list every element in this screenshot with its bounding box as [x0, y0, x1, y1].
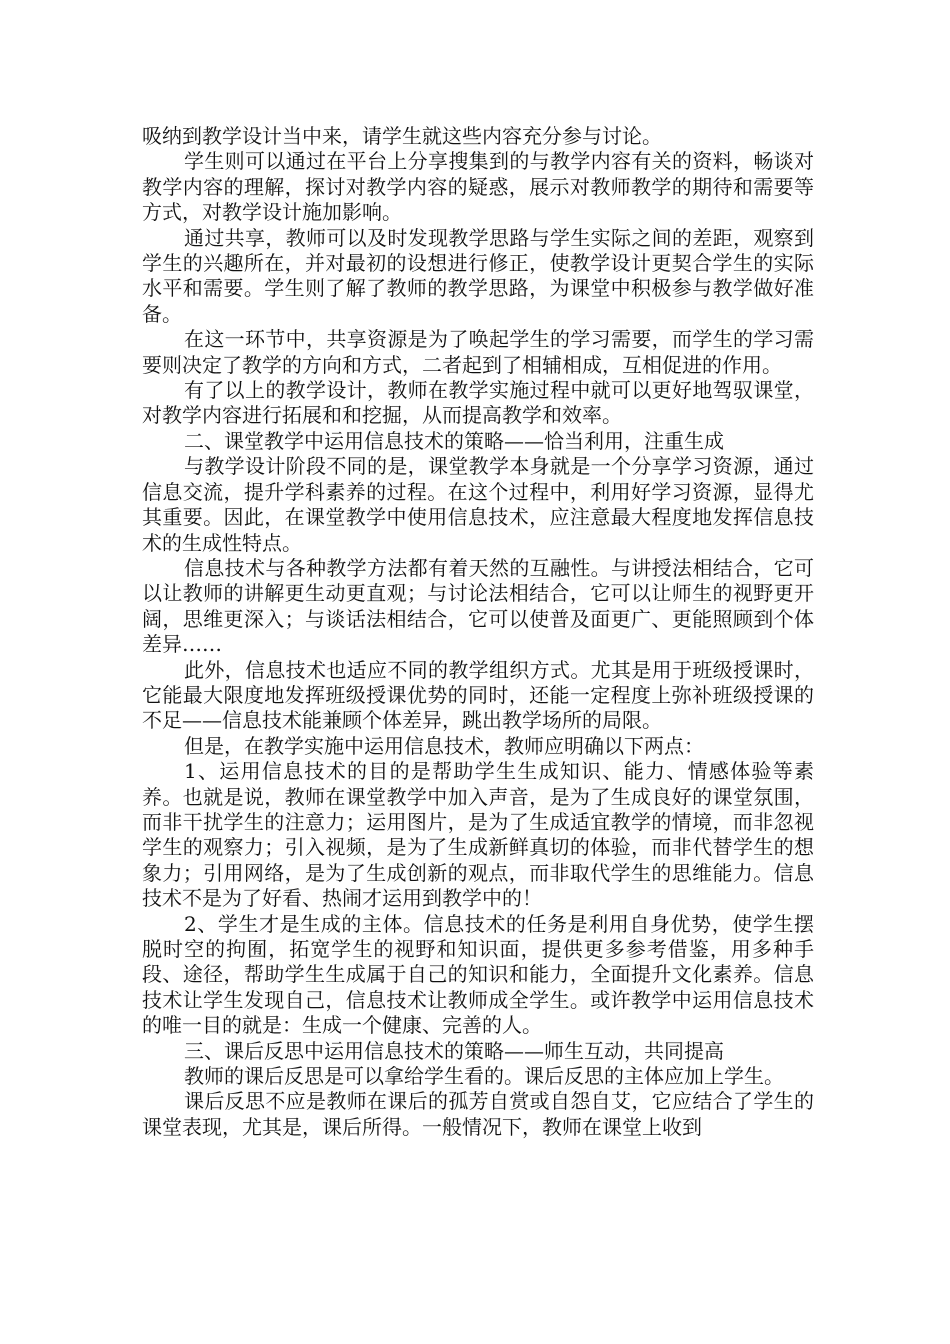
- list-item-2: 2、学生才是生成的主体。信息技术的任务是利用自身优势，使学生摆脱时空的拘囿，拓宽学生的视野和知识面，提供更多参考借鉴，用多种手段、途径，帮助学生生成属于自己的知识和能力，全面提升文化素养。信息技术让学生发现自己，信息技术让教师成全学生。或许教学中运用信息技术的唯一目的就是：生成一个健康、完善的人。: [142, 911, 814, 1038]
- paragraph-8: 信息技术与各种教学方法都有着天然的互融性。与讲授法相结合，它可以让教师的讲解更生动更直观；与讨论法相结合，它可以让师生的视野更开阔，思维更深入；与谈话法相结合，它可以使普及面更广、更能照顾到个体差异……: [142, 555, 814, 657]
- paragraph-9: 此外，信息技术也适应不同的教学组织方式。尤其是用于班级授课时，它能最大限度地发挥班级授课优势的同时，还能一定程度上弥补班级授课的不足——信息技术能兼顾个体差异，跳出教学场所的局限。: [142, 657, 814, 733]
- paragraph-2: 学生则可以通过在平台上分享搜集到的与教学内容有关的资料，畅谈对教学内容的理解，探讨对教学内容的疑惑，展示对教师教学的期待和需要等方式，对教学设计施加影响。: [142, 149, 814, 225]
- paragraph-4: 在这一环节中，共享资源是为了唤起学生的学习需要，而学生的学习需要则决定了教学的方向和方式，二者起到了相辅相成，互相促进的作用。: [142, 327, 814, 377]
- document-body: [142, 124, 814, 1140]
- list-item-1: 1、运用信息技术的目的是帮助学生生成知识、能力、情感体验等素养。也就是说，教师在课堂教学中加入声音，是为了生成良好的课堂氛围，而非干扰学生的注意力；运用图片，是为了生成适宜教学的情境，而非忽视学生的观察力；引入视频，是为了生成新鲜真切的体验，而非代替学生的想象力；引用网络，是为了生成创新的观点，而非取代学生的思维能力。信息技术不是为了好看、热闹才运用到教学中的！: [142, 759, 814, 911]
- section-heading-3: 三、课后反思中运用信息技术的策略——师生互动，共同提高: [184, 1038, 724, 1063]
- paragraph-3: 通过共享，教师可以及时发现教学思路与学生实际之间的差距，观察到学生的兴趣所在，并对最初的设想进行修正，使教学设计更契合学生的实际水平和需要。学生则了解了教师的教学思路，为课堂中积极参与教学做好准备。: [142, 225, 814, 326]
- paragraph-1: 吸纳到教学设计当中来，请学生就这些内容充分参与讨论。: [142, 124, 662, 148]
- paragraph-5: 有了以上的教学设计，教师在教学实施过程中就可以更好地驾驭课堂，对教学内容进行拓展和和挖掘，从而提高教学和效率。: [142, 378, 814, 428]
- paragraph-10: 但是，在教学实施中运用信息技术，教师应明确以下两点：: [184, 733, 704, 758]
- paragraph-15: 课后反思不应是教师在课后的孤芳自赏或自怨自艾，它应结合了学生的课堂表现，尤其是，课后所得。一般情况下，教师在课堂上收到: [142, 1089, 814, 1139]
- paragraph-7: 与教学设计阶段不同的是，课堂教学本身就是一个分享学习资源，通过信息交流，提升学科素养的过程。在这个过程中，利用好学习资源，显得尤其重要。因此，在课堂教学中使用信息技术，应注意最大程度地发挥信息技术的生成性特点。: [142, 454, 814, 555]
- section-heading-2: 二、课堂教学中运用信息技术的策略——恰当利用，注重生成: [184, 428, 724, 453]
- paragraph-14: 教师的课后反思是可以拿给学生看的。课后反思的主体应加上学生。: [184, 1064, 784, 1089]
